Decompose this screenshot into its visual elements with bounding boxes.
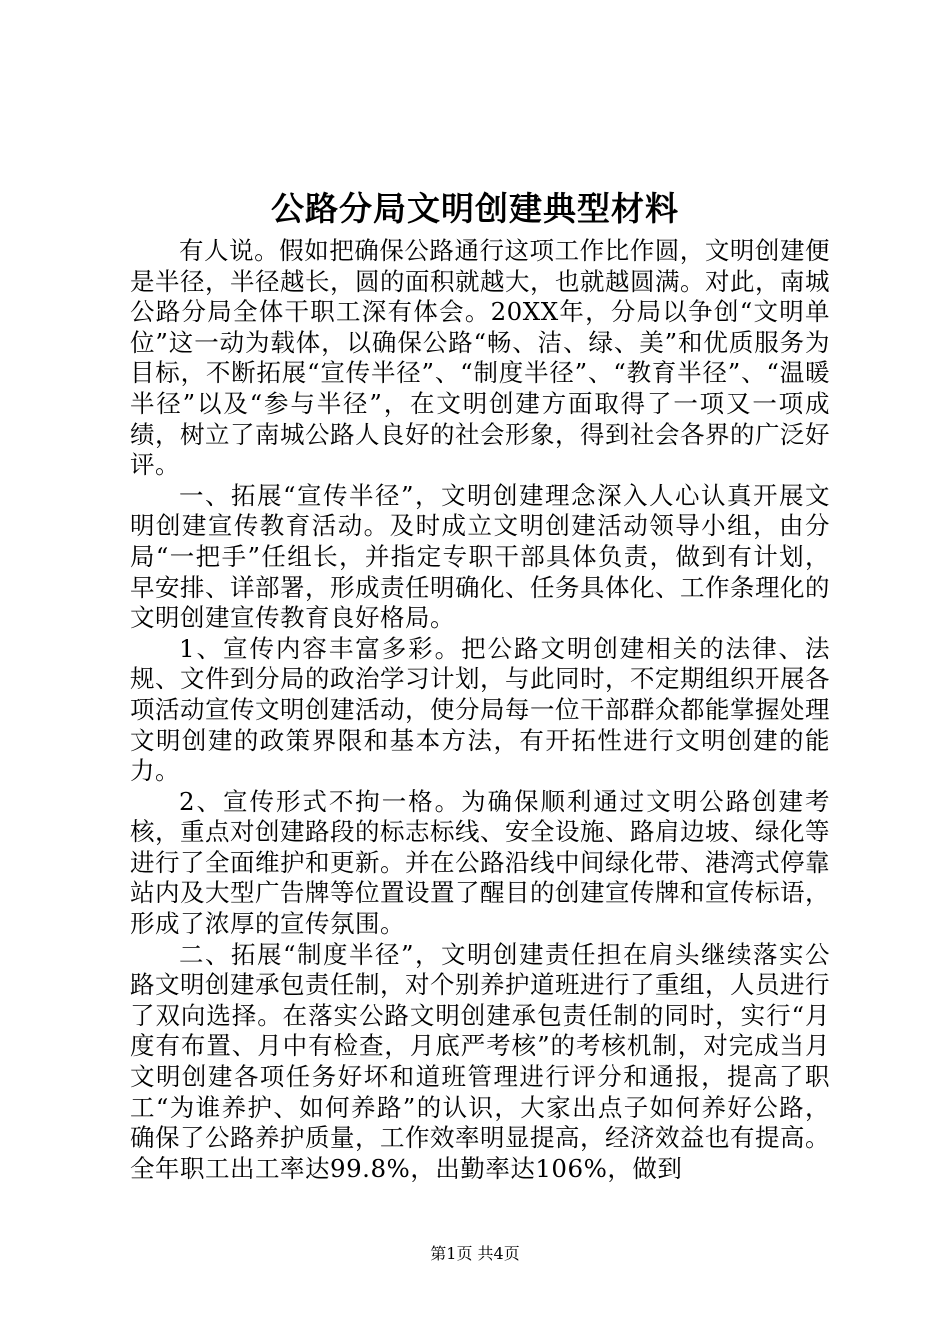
paragraph-item-two: 2、宣传形式不拘一格。为确保顺利通过文明公路创建考核，重点对创建路段的标志标线、安全设施、路肩边坡、绿化等进行了全面维护和更新。并在公路沿线中间绿化带、港湾式停靠站内及大型广告牌等位置设置了醒目的创建宣传牌和宣传标语，形成了浓厚的宣传氛围。	[130, 786, 830, 939]
paragraph-section-one: 一、拓展“宣传半径”，文明创建理念深入人心认真开展文明创建宣传教育活动。及时成立文明创建活动领导小组，由分局“一把手”任组长，并指定专职干部具体负责，做到有计划，早安排、详部署，形成责任明确化、任务具体化、工作条理化的文明创建宣传教育良好格局。	[130, 480, 830, 633]
document-title: 公路分局文明创建典型材料	[271, 189, 679, 228]
paragraph-intro: 有人说。假如把确保公路通行这项工作比作圆，文明创建便是半径，半径越长，圆的面积就越大，也就越圆满。对此，南城公路分局全体干职工深有体会。20XX年，分局以争创“文明单位”这一动为载体，以确保公路“畅、洁、绿、美”和优质服务为目标，不断拓展“宣传半径”、“制度半径”、“教育半径”、“温暖半径”以及“参与半径”，在文明创建方面取得了一项又一项成绩，树立了南城公路人良好的社会形象，得到社会各界的广泛好评。	[130, 236, 830, 480]
page-number-footer: 第1页 共4页	[430, 1244, 520, 1263]
paragraph-section-two: 二、拓展“制度半径”，文明创建责任担在肩头继续落实公路文明创建承包责任制，对个别养护道班进行了重组，人员进行了双向选择。在落实公路文明创建承包责任制的同时，实行“月度有布置、月中有检查，月底严考核”的考核机制，对完成当月文明创建各项任务好坏和道班管理进行评分和通报，提高了职工“为谁养护、如何养路”的认识，大家出点子如何养好公路，确保了公路养护质量，工作效率明显提高，经济效益也有提高。全年职工出工率达99.8%，出勤率达106%，做到	[130, 939, 830, 1183]
paragraph-item-one: 1、宣传内容丰富多彩。把公路文明创建相关的法律、法规、文件到分局的政治学习计划，与此同时，不定期组织开展各项活动宣传文明创建活动，使分局每一位干部群众都能掌握处理文明创建的政策界限和基本方法，有开拓性进行文明创建的能力。	[130, 633, 830, 786]
document-body	[130, 236, 830, 1184]
